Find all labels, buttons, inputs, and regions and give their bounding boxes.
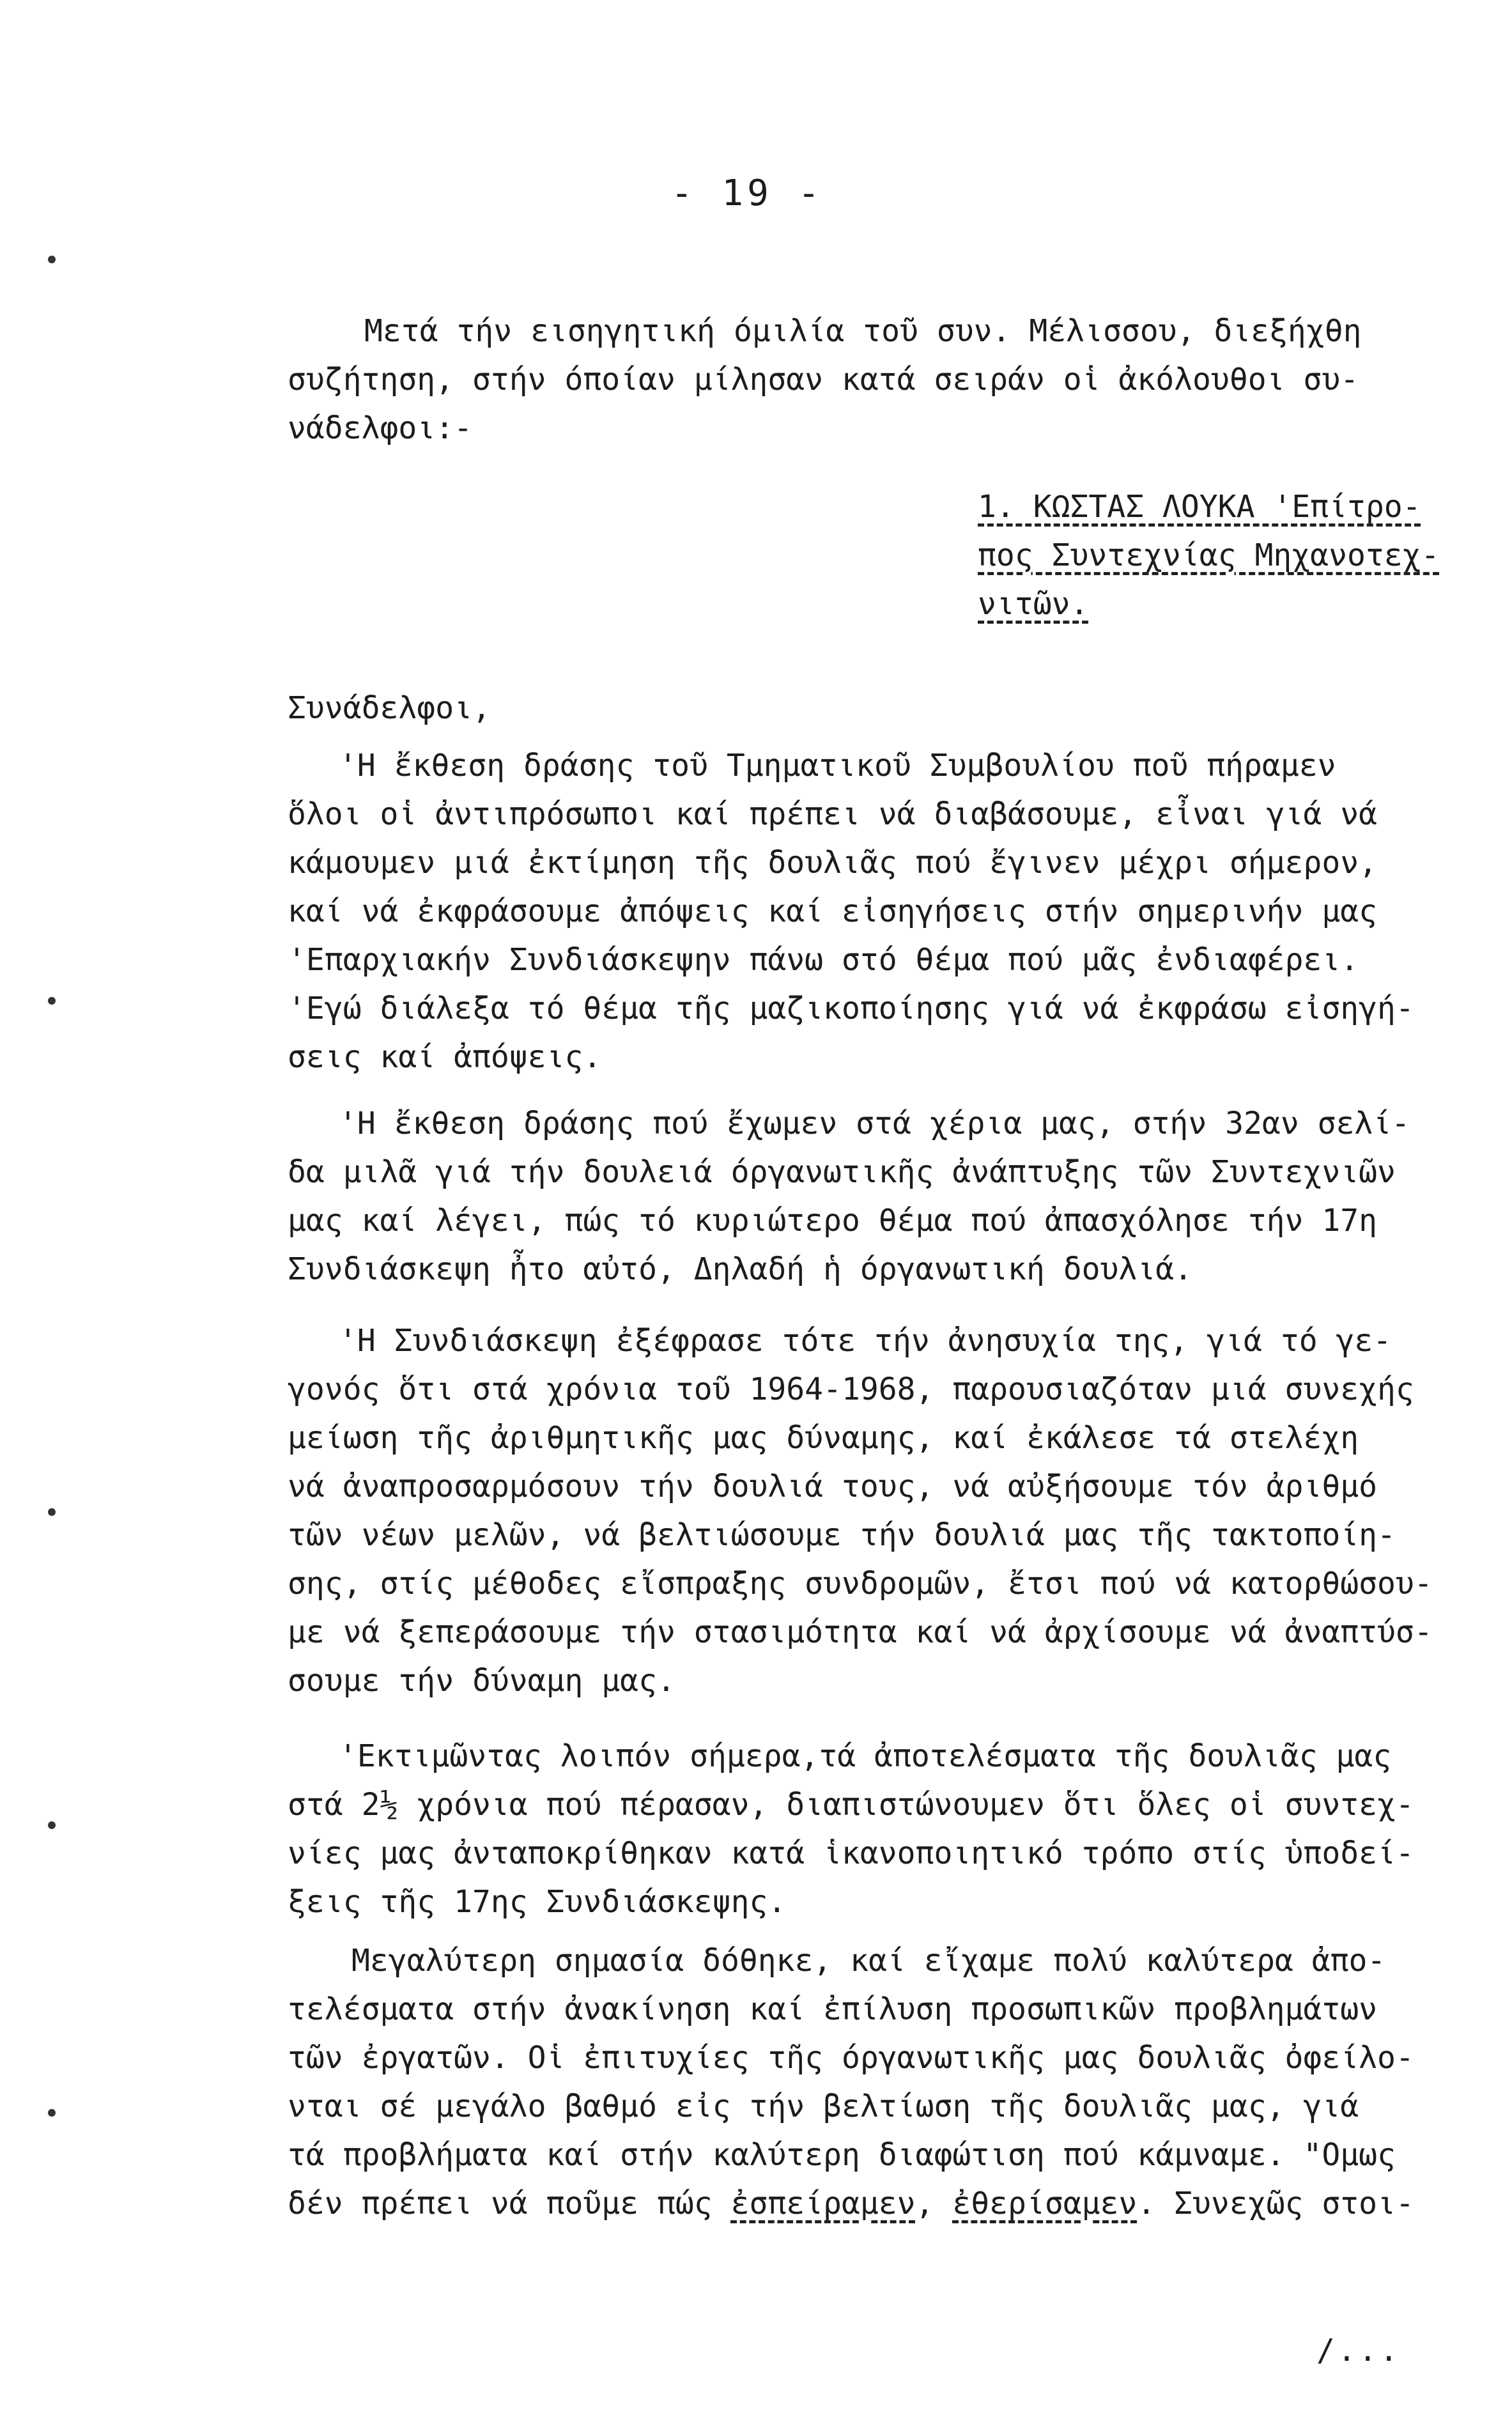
underlined-word: ἐθερίσαμεν [952, 2186, 1138, 2221]
body-paragraph [288, 1317, 1470, 1705]
body-paragraph [288, 1099, 1470, 1293]
paragraph-line: ξεις τῆς 17ης Συνδιάσκεψης. [288, 1884, 787, 1920]
scan-mark [48, 1821, 56, 1829]
paragraph-line: 'Εκτιμῶντας λοιπόν σήμερα,τά ἀποτελέσματα τῆς δουλιᾶς μας [339, 1738, 1392, 1774]
paragraph-line: γονός ὅτι στά χρόνια τοῦ 1964-1968, παρουσιαζόταν μιά συνεχής [288, 1371, 1414, 1407]
greeting: Συνάδελφοι, [288, 690, 491, 726]
paragraph-line: μείωση τῆς ἀριθμητικῆς μας δύναμης, καί ἐκάλεσε τά στελέχη [288, 1420, 1359, 1456]
paragraph-last-line [288, 2179, 1470, 2228]
page-number: - 19 - [671, 173, 824, 214]
scan-mark [48, 1508, 56, 1516]
paragraph-line: Συνδιάσκεψη ἦτο αὐτό, Δηλαδή ἡ όργανωτική δουλιά. [288, 1251, 1193, 1287]
paragraph-line: σης, στίς μέθοδες εἴσπραξης συνδρομῶν, ἔτσι πού νά κατορθώσου- [288, 1566, 1433, 1602]
paragraph-line: στά 2½ χρόνια πού πέρασαν, διαπιστώνουμεν ὅτι ὅλες οἱ συντεχ- [288, 1787, 1414, 1823]
paragraph-line: νά ἀναπροσαρμόσουν τήν δουλιά τους, νά αὐξήσουμε τόν ἀριθμό [288, 1469, 1378, 1504]
paragraph-line: κάμουμεν μιά ἐκτίμηση τῆς δουλιᾶς πού ἔγινεν μέχρι σήμερον, [288, 845, 1378, 881]
paragraph-line: νίες μας ἀνταποκρίθηκαν κατά ἱκανοποιητικό τρόπο στίς ὑποδεί- [288, 1835, 1414, 1871]
paragraph-line: σεις καί ἀπόψεις. [288, 1039, 602, 1075]
paragraph-line: 'Η Συνδιάσκεψη ἐξέφρασε τότε τήν ἀνησυχία της, γιά τό γε- [339, 1323, 1392, 1359]
paragraph-line: νται σέ μεγάλο βαθμό εἰς τήν βελτίωση τῆς δουλιᾶς μας, γιά [288, 2089, 1359, 2124]
scan-mark [48, 2109, 56, 2117]
paragraph-line: 'Η ἔκθεση δράσης πού ἔχωμεν στά χέρια μας, στήν 32αν σελί- [339, 1106, 1410, 1141]
intro-line: νάδελφοι:- [288, 410, 472, 446]
last-line-after: . Συνεχῶς στοι- [1137, 2186, 1414, 2221]
paragraph-line: ὅλοι οἱ ἀντιπρόσωποι καί πρέπει νά διαβάσουμε, εἶναι γιά νά [288, 796, 1378, 832]
speaker-heading-line: πος Συντεχνίας Μηχανοτεχ- [978, 537, 1440, 573]
paragraph-line: 'Η ἔκθεση δράσης τοῦ Τμηματικοῦ Συμβουλίου ποῦ πήραμεν [339, 748, 1336, 784]
speaker-heading-line: 1. ΚΩΣΤΑΣ ΛΟΥΚΑ 'Επίτρο- [978, 489, 1421, 525]
intro-line: συζήτηση, στήν όποίαν μίλησαν κατά σειράν οἱ ἀκόλουθοι συ- [288, 362, 1359, 398]
speaker-heading-line: νιτῶν. [978, 586, 1089, 622]
paragraph-line: 'Επαρχιακήν Συνδιάσκεψην πάνω στό θέμα πού μᾶς ἐνδιαφέρει. [288, 942, 1359, 978]
body-paragraph [288, 1732, 1470, 1926]
scan-mark [48, 256, 56, 263]
speaker-heading [978, 483, 1489, 628]
paragraph-line: δα μιλᾶ γιά τήν δουλειά όργανωτικῆς ἀνάπτυξης τῶν Συντεχνιῶν [288, 1154, 1396, 1190]
paragraph-line: 'Εγώ διάλεξα τό θέμα τῆς μαζικοποίησης γιά νά ἐκφράσω εἰσηγή- [288, 991, 1414, 1026]
body-paragraph [288, 1936, 1470, 2228]
paragraph-line: μας καί λέγει, πώς τό κυριώτερο θέμα πού ἀπασχόλησε τήν 17η [288, 1203, 1378, 1239]
underlined-word: ἐσπείραμεν [730, 2186, 916, 2221]
intro-paragraph [288, 307, 1470, 452]
paragraph-line: τά προβλήματα καί στήν καλύτερη διαφώτιση πού κάμναμε. "Ομως [288, 2137, 1396, 2173]
paragraph-line: τελέσματα στήν ἀνακίνηση καί ἐπίλυση προσωπικῶν προβλημάτων [288, 1991, 1378, 2027]
paragraph-line: τῶν νέων μελῶν, νά βελτιώσουμε τήν δουλιά μας τῆς τακτοποίη- [288, 1517, 1396, 1553]
last-line-before: δέν πρέπει νά ποῦμε πώς [288, 2186, 731, 2221]
paragraph-line: τῶν ἐργατῶν. Οἱ ἐπιτυχίες τῆς όργανωτικῆς μας δουλιᾶς ὀφείλο- [288, 2040, 1414, 2076]
paragraph-line: σουμε τήν δύναμη μας. [288, 1663, 675, 1699]
paragraph-line: καί νά ἐκφράσουμε ἀπόψεις καί εἰσηγήσεις στήν σημερινήν μας [288, 893, 1378, 929]
scan-mark [48, 997, 56, 1005]
intro-line: Μετά τήν εισηγητική όμιλία τοῦ συν. Μέλισσου, διεξήχθη [364, 313, 1362, 349]
last-line-middle: , [915, 2186, 953, 2221]
body-paragraph [288, 741, 1470, 1081]
paragraph-line: Μεγαλύτερη σημασία δόθηκε, καί εἴχαμε πολύ καλύτερα ἀπο- [351, 1943, 1386, 1979]
paragraph-line: με νά ξεπεράσουμε τήν στασιμότητα καί νά ἀρχίσουμε νά ἀναπτύσ- [288, 1614, 1433, 1650]
continuation-mark: /... [1316, 2333, 1401, 2368]
